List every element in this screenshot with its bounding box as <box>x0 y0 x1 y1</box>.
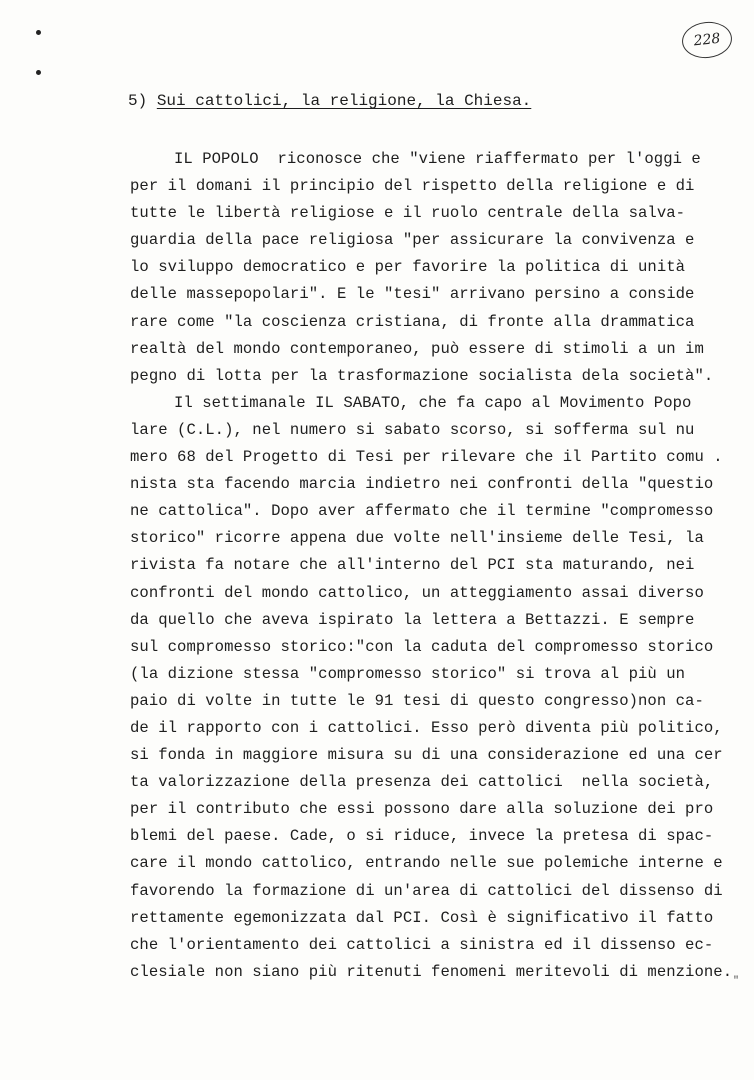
text-line: ta valorizzazione della presenza dei cattolici nella società, <box>130 773 714 792</box>
text-line: ne cattolica". Dopo aver affermato che il termine "compromesso <box>130 502 714 521</box>
text-line: guardia della pace religiosa "per assicurare la convivenza e <box>130 231 695 250</box>
text-line: paio di volte in tutte le 91 tesi di questo congresso)non ca- <box>130 691 704 710</box>
text-line: nista sta facendo marcia indietro nei confronti della "questio <box>130 475 714 494</box>
text-line: delle massepopolari". E le "tesi" arrivano persino a conside <box>130 285 695 304</box>
text-line: si fonda in maggiore misura su di una considerazione ed una cer <box>130 746 723 765</box>
text-line: mero 68 del Progetto di Tesi per rilevare che il Partito comu . <box>130 448 723 467</box>
text-line: clesiale non siano più ritenuti fenomeni meritevoli di menzione. <box>130 962 733 981</box>
text-line: da quello che aveva ispirato la lettera a Bettazzi. E sempre <box>130 610 695 629</box>
punch-hole-mark <box>36 70 41 75</box>
text-line: lo sviluppo democratico e per favorire la politica di unità <box>130 258 686 277</box>
text-line: de il rapporto con i cattolici. Esso però diventa più politico, <box>130 718 723 737</box>
text-line: blemi del paese. Cade, o si riduce, invece la pretesa di spac- <box>130 827 714 846</box>
section-number: 5) <box>128 92 148 110</box>
text-line: IL POPOLO riconosce che "viene riaffermato per l'oggi e <box>174 150 701 168</box>
text-line: care il mondo cattolico, entrando nelle sue polemiche interne e <box>130 854 723 873</box>
text-line: per il contributo che essi possono dare alla soluzione dei pro <box>130 800 714 819</box>
text-line: confronti del mondo cattolico, un atteggiamento assai diverso <box>130 583 704 602</box>
section-heading <box>128 92 531 110</box>
text-line: tutte le libertà religiose e il ruolo centrale della salva- <box>130 204 686 223</box>
text-line: rettamente egemonizzata dal PCI. Così è significativo il fatto <box>130 908 714 927</box>
body-text <box>130 146 740 986</box>
page-number-stamp: 228 <box>680 19 733 60</box>
text-line: lare (C.L.), nel numero si sabato scorso, si sofferma sul nu <box>130 420 695 439</box>
text-line: (la dizione stessa "compromesso storico" si trova al più un <box>130 664 686 683</box>
margin-mark: " <box>733 976 740 987</box>
text-line: per il domani il principio del rispetto della religione e di <box>130 177 695 196</box>
punch-hole-mark <box>36 30 41 35</box>
text-line: che l'orientamento dei cattolici a sinistra ed il dissenso ec- <box>130 935 714 954</box>
text-line: storico" ricorre appena due volte nell'insieme delle Tesi, la <box>130 529 704 548</box>
section-title: Sui cattolici, la religione, la Chiesa. <box>156 92 532 110</box>
text-line: favorendo la formazione di un'area di cattolici del dissenso di <box>130 881 723 900</box>
text-line: rivista fa notare che all'interno del PCI sta maturando, nei <box>130 556 695 575</box>
text-line: rare come "la coscienza cristiana, di fronte alla drammatica <box>130 312 695 331</box>
text-line: pegno di lotta per la trasformazione socialista dela società". <box>130 366 714 385</box>
text-line: sul compromesso storico:"con la caduta del compromesso storico <box>130 637 714 656</box>
text-line: realtà del mondo contemporaneo, può essere di stimoli a un im <box>130 339 704 358</box>
text-line: Il settimanale IL SABATO, che fa capo al Movimento Popo <box>174 393 692 412</box>
